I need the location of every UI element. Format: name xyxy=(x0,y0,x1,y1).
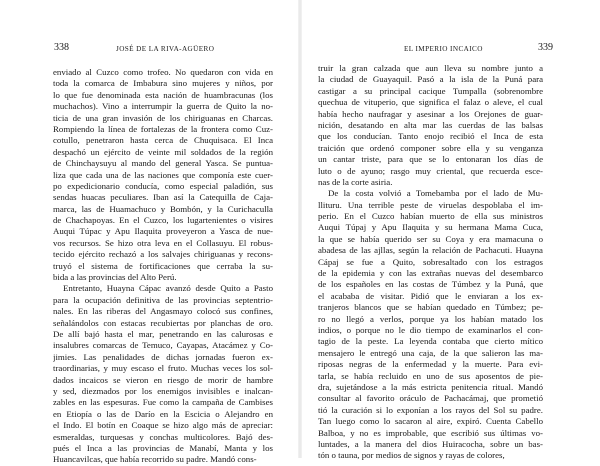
text-line: De la costa volvió a Tomebamba por el lado de Mu- xyxy=(328,188,543,199)
text-line: para la ocupación definitiva de las provincias septentrio- xyxy=(53,294,273,305)
text-line: nas de la corte asiria. xyxy=(318,176,393,187)
text-line: liza que cada una de las naciones que componía este cuer- xyxy=(53,169,273,180)
text-line: po expedicionario conducía, como especial paladión, sus xyxy=(53,180,273,191)
text-line: Auqui Túpaj y Apu Ilaquita y su hermana Mama Cuca, xyxy=(318,222,543,233)
running-head: EL IMPERIO INCAICO xyxy=(404,45,483,53)
text-line: tón o tauna, por medios de signos y rayas de colores, xyxy=(318,450,505,461)
text-line: bida a las provincias del Alto Perú. xyxy=(53,272,177,283)
text-line: indios, o porque no le dio tiempo de examinarlos el con- xyxy=(318,324,543,335)
text-line: despachó un ejército de veinte mil soldados de la región xyxy=(53,146,273,157)
text-line: esmeraldas, turquesas y conchas multicolores. Bajó des- xyxy=(53,431,273,442)
text-line: tranjeros blancos que se habían quedado en Túmbez; pe- xyxy=(318,302,543,313)
running-head: JOSÉ DE LA RIVA-AGÜERO xyxy=(116,45,215,53)
body-text xyxy=(318,63,543,462)
text-line: que los conducían. Tanto enojo recibió el Inca de esta xyxy=(318,131,543,142)
text-line: toda la comarca de Imbabura sino mujeres y niños, por xyxy=(53,78,273,89)
text-line: consultar al favorito oráculo de Pachacámaj, que prometió xyxy=(318,393,543,404)
text-line: tarla, se había recluido en uno de sus aposentos de pie- xyxy=(318,370,543,381)
text-line: llituru. Una terrible peste de viruelas despoblaba el im- xyxy=(318,199,543,210)
text-line: y sed, diezmados por los enemigos invisibles e inalcan- xyxy=(53,385,273,396)
text-line: insalubres comarcas de Temuco, Cayapas, Atacámez y Co- xyxy=(53,340,273,351)
text-line: pués el Inca a las provincias de Manabí, Manta y los xyxy=(53,442,273,453)
gutter xyxy=(298,0,302,458)
text-line: cotullo, penetraron hasta cerca de Chuquisaca. El Inca xyxy=(53,135,273,146)
text-line: enviado al Cuzco como trofeo. No quedaron con vida en xyxy=(53,67,273,77)
text-line: Rompiendo la línea de fortalezas de la frontera como Cuz- xyxy=(53,123,273,134)
text-line: riposas negras de la enfermedad y la muerte. Para evi- xyxy=(318,359,543,370)
page-number: 338 xyxy=(54,42,69,53)
text-line: un cantar triste, para que se lo entonaran los días de xyxy=(318,154,543,165)
text-line: tecido ejército rechazó a los salvajes chiriguanas y recons- xyxy=(53,249,273,260)
text-line: lo que fue denominada esta nación de huambracunas (los xyxy=(53,89,273,100)
text-line: castigar a su principal cacique Tumpalla (sobrenombre xyxy=(318,85,543,96)
text-line: luto o de ayuno; rasgo muy criental, que recuerda esce- xyxy=(318,165,543,176)
text-line: jimies. Las penalidades de dichas jornadas fueron ex- xyxy=(53,351,273,362)
text-line: la que se había querido ser su Coya y era mamacuna o xyxy=(318,233,543,244)
text-line: de los españoles en las costas de Túmbez y la Puná, que xyxy=(318,279,543,290)
text-line: señalándolos con estacas recubiertas por planchas de oro. xyxy=(53,317,273,328)
text-line: zables en las espesuras. Fue como la campaña de Cambises xyxy=(53,397,273,408)
text-line: Auqui Túpac y Apu Ilaquita proveyeron a Yasca de nue- xyxy=(53,226,273,237)
text-line: dados incaicos se vieron en riesgo de morir de hambre xyxy=(53,374,273,385)
text-line: De allí bajó hasta el mar, penetrando en las calurosas e xyxy=(53,328,273,339)
text-line: luntades, a la manera del dios Huiracocha, sobre un bas- xyxy=(318,438,543,449)
text-line: de Chinchaysuyu al mando del general Yasca. Se puntua- xyxy=(53,158,273,169)
text-line: dra, sujetándose a la más estricta penitencia ritual. Mandó xyxy=(318,381,543,392)
text-line: había hecho naufragar y asesinar a los Orejones de guar- xyxy=(318,108,543,119)
text-line: el acababa de visitar. Pidió que le enviaran a los ex- xyxy=(318,290,543,301)
text-line: abadesa de las ajllas, según la relación de Pachacuti. Huayna xyxy=(318,245,543,256)
text-line: en Etiopía o las de Darío en la Escicia o Alejandro en xyxy=(53,408,273,419)
text-line: perio. En el Cuzco habían muerto de ella sus ministros xyxy=(318,211,543,222)
text-line: mensajero le entregó una caja, de la que salieron las ma- xyxy=(318,347,543,358)
text-line: Balboa, y no es improbable, que escribió sus últimas vo- xyxy=(318,427,543,438)
text-line: el Indo. El botín en Coaque se hizo algo más de apreciar: xyxy=(53,420,273,431)
text-line: nición, desatando en alta mar las cuerdas de las balsas xyxy=(318,119,543,130)
text-line: tió la curación si lo exponían a los rayos del Sol su padre. xyxy=(318,404,543,415)
page-number: 339 xyxy=(538,42,553,53)
text-line: ticia de una gran invasión de los chiriguanas en Charcas. xyxy=(53,112,273,123)
text-line: la ciudad de Guayaquil. Pasó a la isla de la Puná para xyxy=(318,74,543,85)
text-line: tagio de la peste. La leyenda contaba que cierto mítico xyxy=(318,336,543,347)
text-line: traordinarias, y muy escaso el fruto. Muchas veces los sol- xyxy=(53,363,273,374)
text-line: Tan luego como lo sacaron al aire, expiró. Cuenta Cabello xyxy=(318,416,543,427)
text-line: marca, las de Huamachuco y Bombón, y la Curichaculla xyxy=(53,203,273,214)
text-line: de la epidemia y con las extrañas nuevas del desembarco xyxy=(318,268,543,279)
text-line: de Chachapoyas. En el Cuzco, los lugartenientes o visires xyxy=(53,215,273,226)
text-line: quechua de vituperio, que significa el falaz o aleve, el cual xyxy=(318,97,543,108)
text-line: sendas huacas peculiares. Iban así la Catequilla de Caja- xyxy=(53,192,273,203)
text-line: traición que ordenó componer sobre ella y su venganza xyxy=(318,142,543,153)
text-line: truir la gran calzada que aun lleva su nombre junto a xyxy=(318,63,543,73)
text-line: truyó el sistema de fortificaciones que cerraba la su- xyxy=(53,260,273,271)
text-line: Huancavilcas, que había recorrido su padre. Mandó cons- xyxy=(53,454,257,465)
text-line: vos recursos. Se hizo otra leva en el Collasuyu. El robus- xyxy=(53,237,273,248)
body-text xyxy=(53,67,273,466)
text-line: muchachos). Vino a interrumpir la guerra de Quito la no- xyxy=(53,101,273,112)
text-line: ro no llegó a verlos, porque ya los habían matado los xyxy=(318,313,543,324)
text-line: Cápaj se fue a Quito, sobresaltado con los estragos xyxy=(318,256,543,267)
text-line: nales. En las riberas del Angasmayo colocó sus confines, xyxy=(53,306,273,317)
text-line: Entretanto, Huayna Cápac avanzó desde Quito a Pasto xyxy=(63,283,273,294)
